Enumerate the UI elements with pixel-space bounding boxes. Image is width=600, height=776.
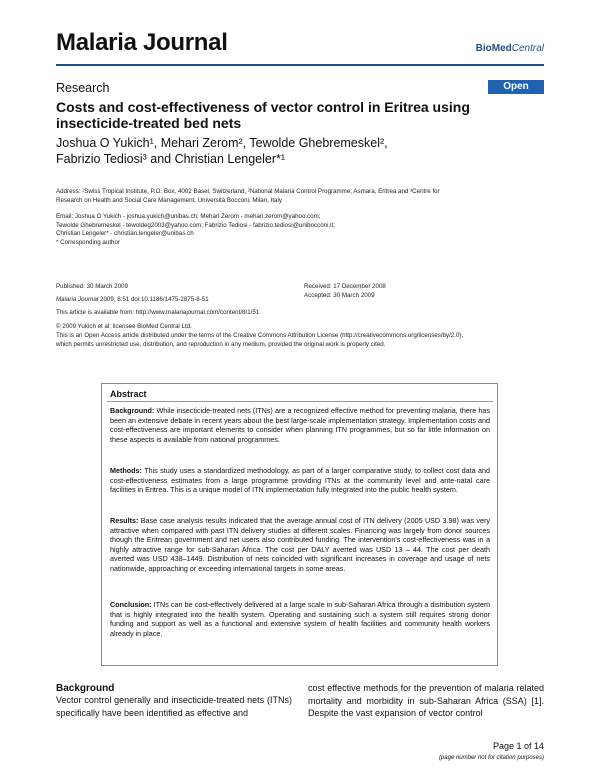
abstract-rule <box>107 401 493 402</box>
article-title <box>56 99 526 131</box>
title-line-1: Costs and cost-effectiveness of vector control in Eritrea using <box>56 99 470 115</box>
email-line-3: Christian Lengeler* - christian.lengeler@unibas.ch <box>56 230 194 238</box>
address-line-2: Research on Health and Social Care Management, Università Bocconi, Milan, Italy <box>56 196 282 204</box>
abstract-methods-label: Methods: <box>110 466 142 475</box>
abstract-conclusion-text: ITNs can be cost-effectively delivered at a large scale in sub-Saharan Africa through a distribution system that is highly integrated into the health system. Operating and sustaining such a system still requires strong donor funding and support as well as a functional and extensive system of health facilities and community health workers already in place. <box>110 600 490 638</box>
page-number-note: (page number not for citation purposes) <box>438 755 544 761</box>
authors-line-1: Joshua O Yukich¹, Mehari Zerom², Tewolde Ghebremeskel², <box>56 136 388 150</box>
section-label: Research <box>56 81 110 95</box>
license-block <box>56 332 546 349</box>
abstract-conclusion-label: Conclusion: <box>110 600 152 609</box>
publisher-logo[interactable] <box>476 43 544 54</box>
publisher-logo-bold: BioMed <box>475 43 512 54</box>
body-right-column: cost effective methods for the prevention of malaria related mortality and morbidity in sub-Saharan Africa (SSA) [1]. Despite the vast expansion of vector control <box>308 683 544 718</box>
email-block <box>56 213 546 247</box>
address-block <box>56 188 546 205</box>
abstract-results-label: Results: <box>110 516 139 525</box>
availability-link[interactable]: This article is available from: http://www.malariajournal.com/content/8/1/51 <box>56 309 260 316</box>
email-line-1: Email: Joshua O Yukich - joshua.yukich@unibas.ch; Mehari Zerom - mehari.zerom@yahoo.com; <box>56 213 321 220</box>
background-heading: Background <box>56 683 115 694</box>
open-access-badge: Open Access <box>488 80 544 94</box>
journal-title: Malaria Journal <box>56 29 228 56</box>
abstract-background-label: Background: <box>110 406 155 415</box>
publisher-logo-rest: Central <box>511 43 544 54</box>
copyright-notice: © 2009 Yukich et al; licensee BioMed Central Ltd. <box>56 323 192 330</box>
abstract-results-text: Base case analysis results indicated that the average annual cost of ITN delivery (2005 USD 3.98) was very attractive when compared with past ITN delivery studies at different scales. Financing was largely from donor sources though the Eritrean government and net users also contributed funding. The intervention's cost-effectiveness was in a highly attractive range for sub-Saharan Africa. The cost per DALY averted was USD 13 – 44. The cost per death averted was USD 438–1449. Distribution of nets coincided with significant increases in coverage and usage of nets nationwide, approaching or exceeding international targets in some areas. <box>110 516 490 573</box>
published-date: Published: 30 March 2009 <box>56 283 128 290</box>
license-line-2: which permits unrestricted use, distribution, and reproduction in any medium, provided the original work is properly cited. <box>56 340 386 348</box>
corresponding-author: * Corresponding author <box>56 238 120 246</box>
abstract-conclusion <box>110 600 490 638</box>
received-date: Received: 17 December 2008 <box>304 283 386 290</box>
body-left-column: Vector control generally and insecticide-treated nets (ITNs) specifically have been identified as effective and <box>56 695 292 718</box>
abstract-background <box>110 406 490 444</box>
title-line-2: insecticide-treated bed nets <box>56 115 242 131</box>
address-line-1: Address: ¹Swiss Tropical Institute, P.O. Box, 4002 Basel, Switzerland, ²National Malaria Control Programme, Asmara, Eritrea and ³Centre for <box>56 188 440 195</box>
abstract-heading: Abstract <box>110 389 147 399</box>
header-rule <box>56 64 544 66</box>
email-line-2: Tewolde Ghebremeskel - tewoldeg2003@yahoo.com; Fabrizio Tediosi - fabrizio.tediosi@unibocconi.it; <box>56 221 335 229</box>
abstract-background-text: While insecticide-treated nets (ITNs) are a recognized effective method for preventing malaria, there has been an extensive debate in recent years about the best large-scale implementation strategy. Implementation costs and cost-effectiveness are important elements to consider when planning ITN programmes, but so far little information on these aspects is available from national programmes. <box>110 406 490 444</box>
citation-details: 2009, 8:51 doi:10.1186/1475-2875-8-51 <box>98 296 209 303</box>
abstract-methods <box>110 466 490 495</box>
citation-journal: Malaria Journal <box>56 296 99 303</box>
license-line-1: This is an Open Access article distributed under the terms of the Creative Commons Attribution License (http://creativecommons.org/licenses/by/2.0), <box>56 332 464 339</box>
author-list <box>56 135 546 167</box>
page-number: Page 1 of 14 <box>492 741 544 751</box>
abstract-results <box>110 516 490 574</box>
citation <box>56 296 276 305</box>
accepted-date: Accepted: 30 March 2009 <box>304 292 375 299</box>
abstract-methods-text: This study uses a standardized methodology, as part of a larger comparative study, to collect cost data and cost-effectiveness estimates from a large programme providing ITNs at the community level and ante-natal care facilities in Eritrea. This is a unique model of ITN implementation fully integrated into the public health system. <box>110 466 490 495</box>
authors-line-2: Fabrizio Tediosi³ and Christian Lengeler*¹ <box>56 152 286 166</box>
